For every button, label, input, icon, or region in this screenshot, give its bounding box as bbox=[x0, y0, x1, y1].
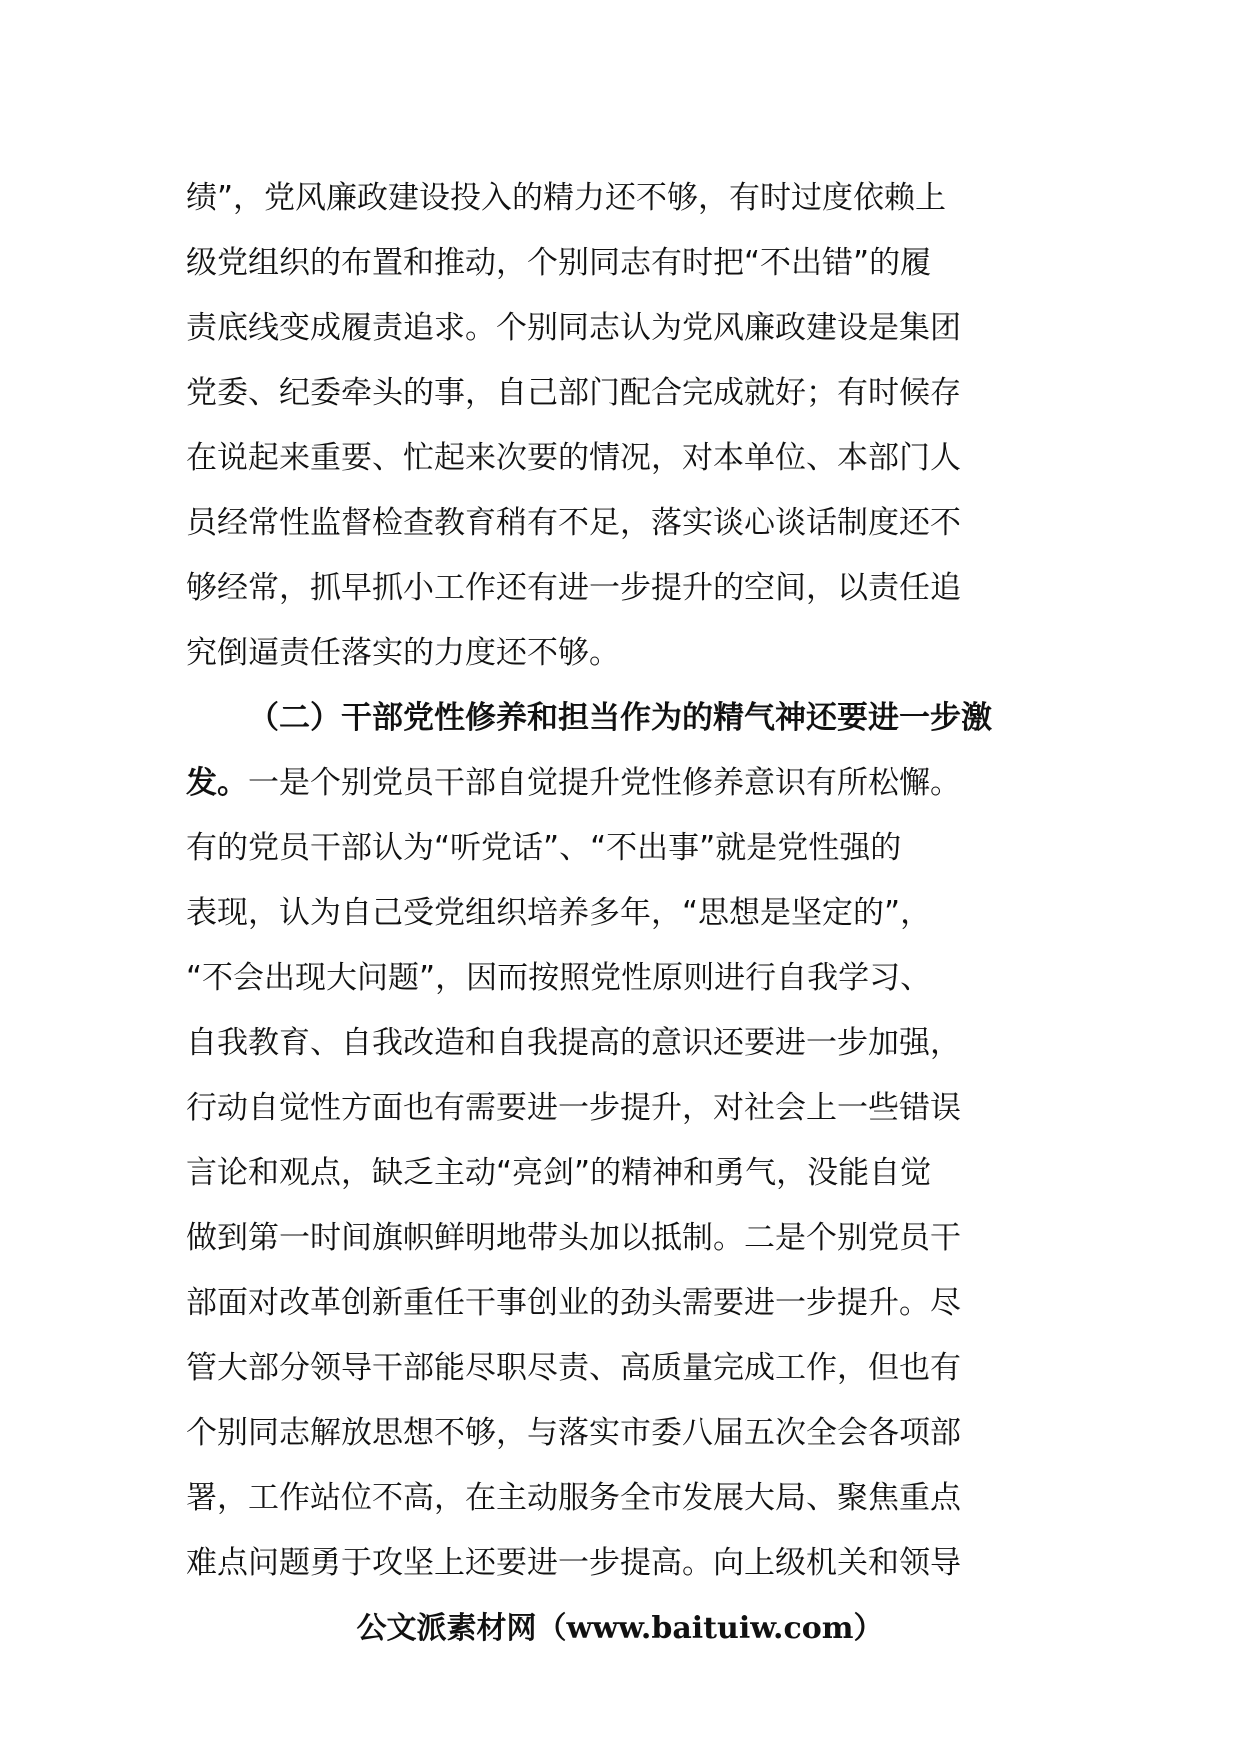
paragraph-line: 究倒逼责任落实的力度还不够。 bbox=[186, 635, 620, 671]
paragraph-line: 自我教育、自我改造和自我提高的意识还要进一步加强， bbox=[186, 1025, 961, 1061]
paragraph-line: 够经常，抓早抓小工作还有进一步提升的空间，以责任追 bbox=[186, 570, 961, 606]
paragraph-line: 署，工作站位不高，在主动服务全市发展大局、聚焦重点 bbox=[186, 1480, 961, 1516]
paragraph-line: 绩”，党风廉政建设投入的精力还不够，有时过度依赖上 bbox=[186, 180, 947, 216]
paragraph-text: 一是个别党员干部自觉提升党性修养意识有所松懈。 bbox=[248, 765, 961, 801]
paragraph-line: 党委、纪委牵头的事，自己部门配合完成就好；有时候存 bbox=[186, 375, 961, 411]
section-heading: （二）干部党性修养和担当作为的精气神还要进一步激 bbox=[248, 700, 992, 736]
section-heading-tail: 发。 bbox=[186, 765, 248, 801]
paragraph-line: 个别同志解放思想不够，与落实市委八届五次全会各项部 bbox=[186, 1415, 961, 1451]
paragraph-line: “不会出现大问题”，因而按照党性原则进行自我学习、 bbox=[186, 960, 932, 996]
paragraph-line: 员经常性监督检查教育稍有不足，落实谈心谈话制度还不 bbox=[186, 505, 961, 541]
paragraph-line: 做到第一时间旗帜鲜明地带头加以抵制。二是个别党员干 bbox=[186, 1220, 961, 1256]
document-body bbox=[186, 166, 1036, 1596]
paragraph-line: 在说起来重要、忙起来次要的情况，对本单位、本部门人 bbox=[186, 440, 961, 476]
paragraph-line: 难点问题勇于攻坚上还要进一步提高。向上级机关和领导 bbox=[186, 1545, 961, 1581]
section-heading-continuation bbox=[186, 751, 1036, 816]
paragraph-line: 级党组织的布置和推动，个别同志有时把“不出错”的履 bbox=[186, 245, 932, 281]
paragraph-line: 责底线变成履责追求。个别同志认为党风廉政建设是集团 bbox=[186, 310, 961, 346]
paragraph-line: 管大部分领导干部能尽职尽责、高质量完成工作，但也有 bbox=[186, 1350, 961, 1386]
paragraph-line: 言论和观点，缺乏主动“亮剑”的精神和勇气，没能自觉 bbox=[186, 1155, 932, 1191]
paragraph-line: 表现，认为自己受党组织培养多年，“思想是坚定的”， bbox=[186, 895, 932, 931]
paragraph-line: 有的党员干部认为“听党话”、“不出事”就是党性强的 bbox=[186, 830, 902, 866]
footer-watermark: 公文派素材网（www.baituiw.com） bbox=[356, 1611, 884, 1646]
paragraph-line: 部面对改革创新重任干事创业的劲头需要进一步提升。尽 bbox=[186, 1285, 961, 1321]
paragraph-line: 行动自觉性方面也有需要进一步提升，对社会上一些错误 bbox=[186, 1090, 961, 1126]
